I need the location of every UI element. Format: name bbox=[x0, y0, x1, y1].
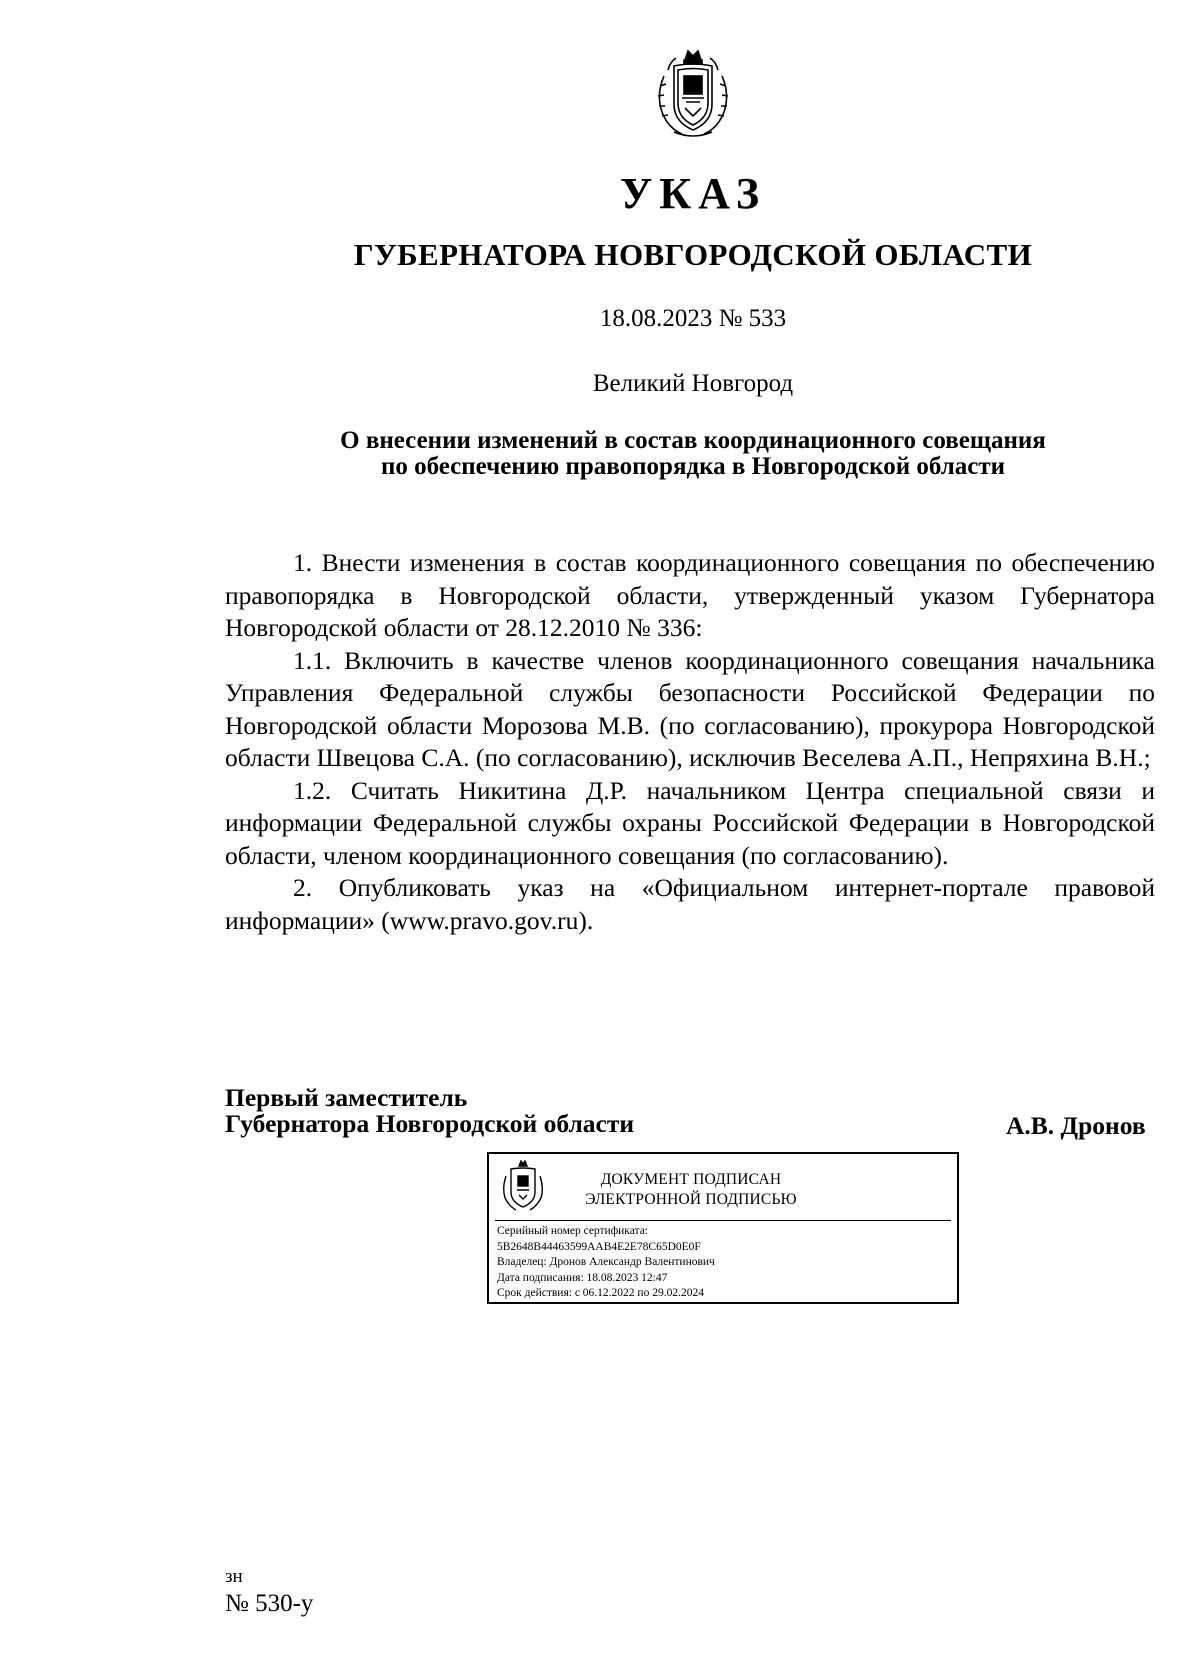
stamp-emblem-icon bbox=[501, 1160, 545, 1214]
footnote-number: № 530-у bbox=[225, 1590, 314, 1617]
signer-name: А.В. Дронов bbox=[1006, 1111, 1146, 1140]
document-heading bbox=[0, 428, 1200, 480]
stamp-details bbox=[497, 1224, 715, 1302]
heading-line-1: О внесении изменений в состав координационного совещания bbox=[340, 427, 1046, 454]
paragraph-1-2: 1.2. Считать Никитина Д.Р. начальником Центра специальной связи и информации Федеральной службы охраны Российской Федерации в Новгородской области, членом координационного совещания (по согласованию). bbox=[225, 775, 1155, 870]
stamp-heading-line-2: ЭЛЕКТРОННОЙ ПОДПИСЬЮ bbox=[585, 1191, 797, 1208]
document-body bbox=[225, 547, 1155, 937]
paragraph-1: 1. Внести изменения в состав координационного совещания по обеспечению правопорядка в Новгородской области, утвержденный указом Губернатора Новгородской области от 28.12.2010 № 336: bbox=[225, 548, 1155, 642]
footnote-code: зн bbox=[225, 1566, 243, 1587]
signing-date: Дата подписания: 18.08.2023 12:47 bbox=[497, 1271, 668, 1284]
stamp-divider bbox=[495, 1220, 951, 1221]
stamp-heading-line-1: ДОКУМЕНТ ПОДПИСАН bbox=[600, 1171, 782, 1188]
paragraph-1-1: 1.1. Включить в качестве членов координационного совещания начальника Управления Федеральной службы безопасности Российской Федерации по Новгородской области Морозова М.В. (по согласованию), прокурора Новгородской области Швецова С.А. (по согласованию), исключив Веселева А.П., Непряхина В.Н.; bbox=[225, 645, 1155, 772]
document-subtitle: ГУБЕРНАТОРА НОВГОРОДСКОЙ ОБЛАСТИ bbox=[353, 237, 1033, 272]
serial-number: 5B2648B44463599AAB4E2E78C65D0E0F bbox=[497, 1240, 701, 1253]
date-number: 18.08.2023 № 533 bbox=[599, 305, 787, 332]
signer-position-line-2: Губернатора Новгородской области bbox=[225, 1109, 635, 1138]
stamp-heading bbox=[573, 1170, 809, 1210]
electronic-signature-stamp bbox=[487, 1152, 959, 1304]
heading-line-2: по обеспечению правопорядка в Новгородской области bbox=[380, 453, 1006, 480]
serial-label: Серийный номер сертификата: bbox=[497, 1225, 648, 1237]
certificate-validity: Срок действия: с 06.12.2022 по 29.02.2024 bbox=[497, 1287, 704, 1299]
certificate-owner: Владелец: Дронов Александр Валентинович bbox=[497, 1256, 715, 1268]
paragraph-2: 2. Опубликовать указ на «Официальном интернет-портале правовой информации» (www.pravo.gov.ru). bbox=[225, 873, 1155, 935]
document-title: УКАЗ bbox=[619, 169, 767, 218]
city: Великий Новгород bbox=[592, 370, 794, 397]
signer-position bbox=[225, 1085, 634, 1137]
coat-of-arms-emblem bbox=[652, 46, 734, 142]
signer-position-line-1: Первый заместитель bbox=[225, 1083, 468, 1112]
footnote bbox=[225, 1563, 313, 1617]
